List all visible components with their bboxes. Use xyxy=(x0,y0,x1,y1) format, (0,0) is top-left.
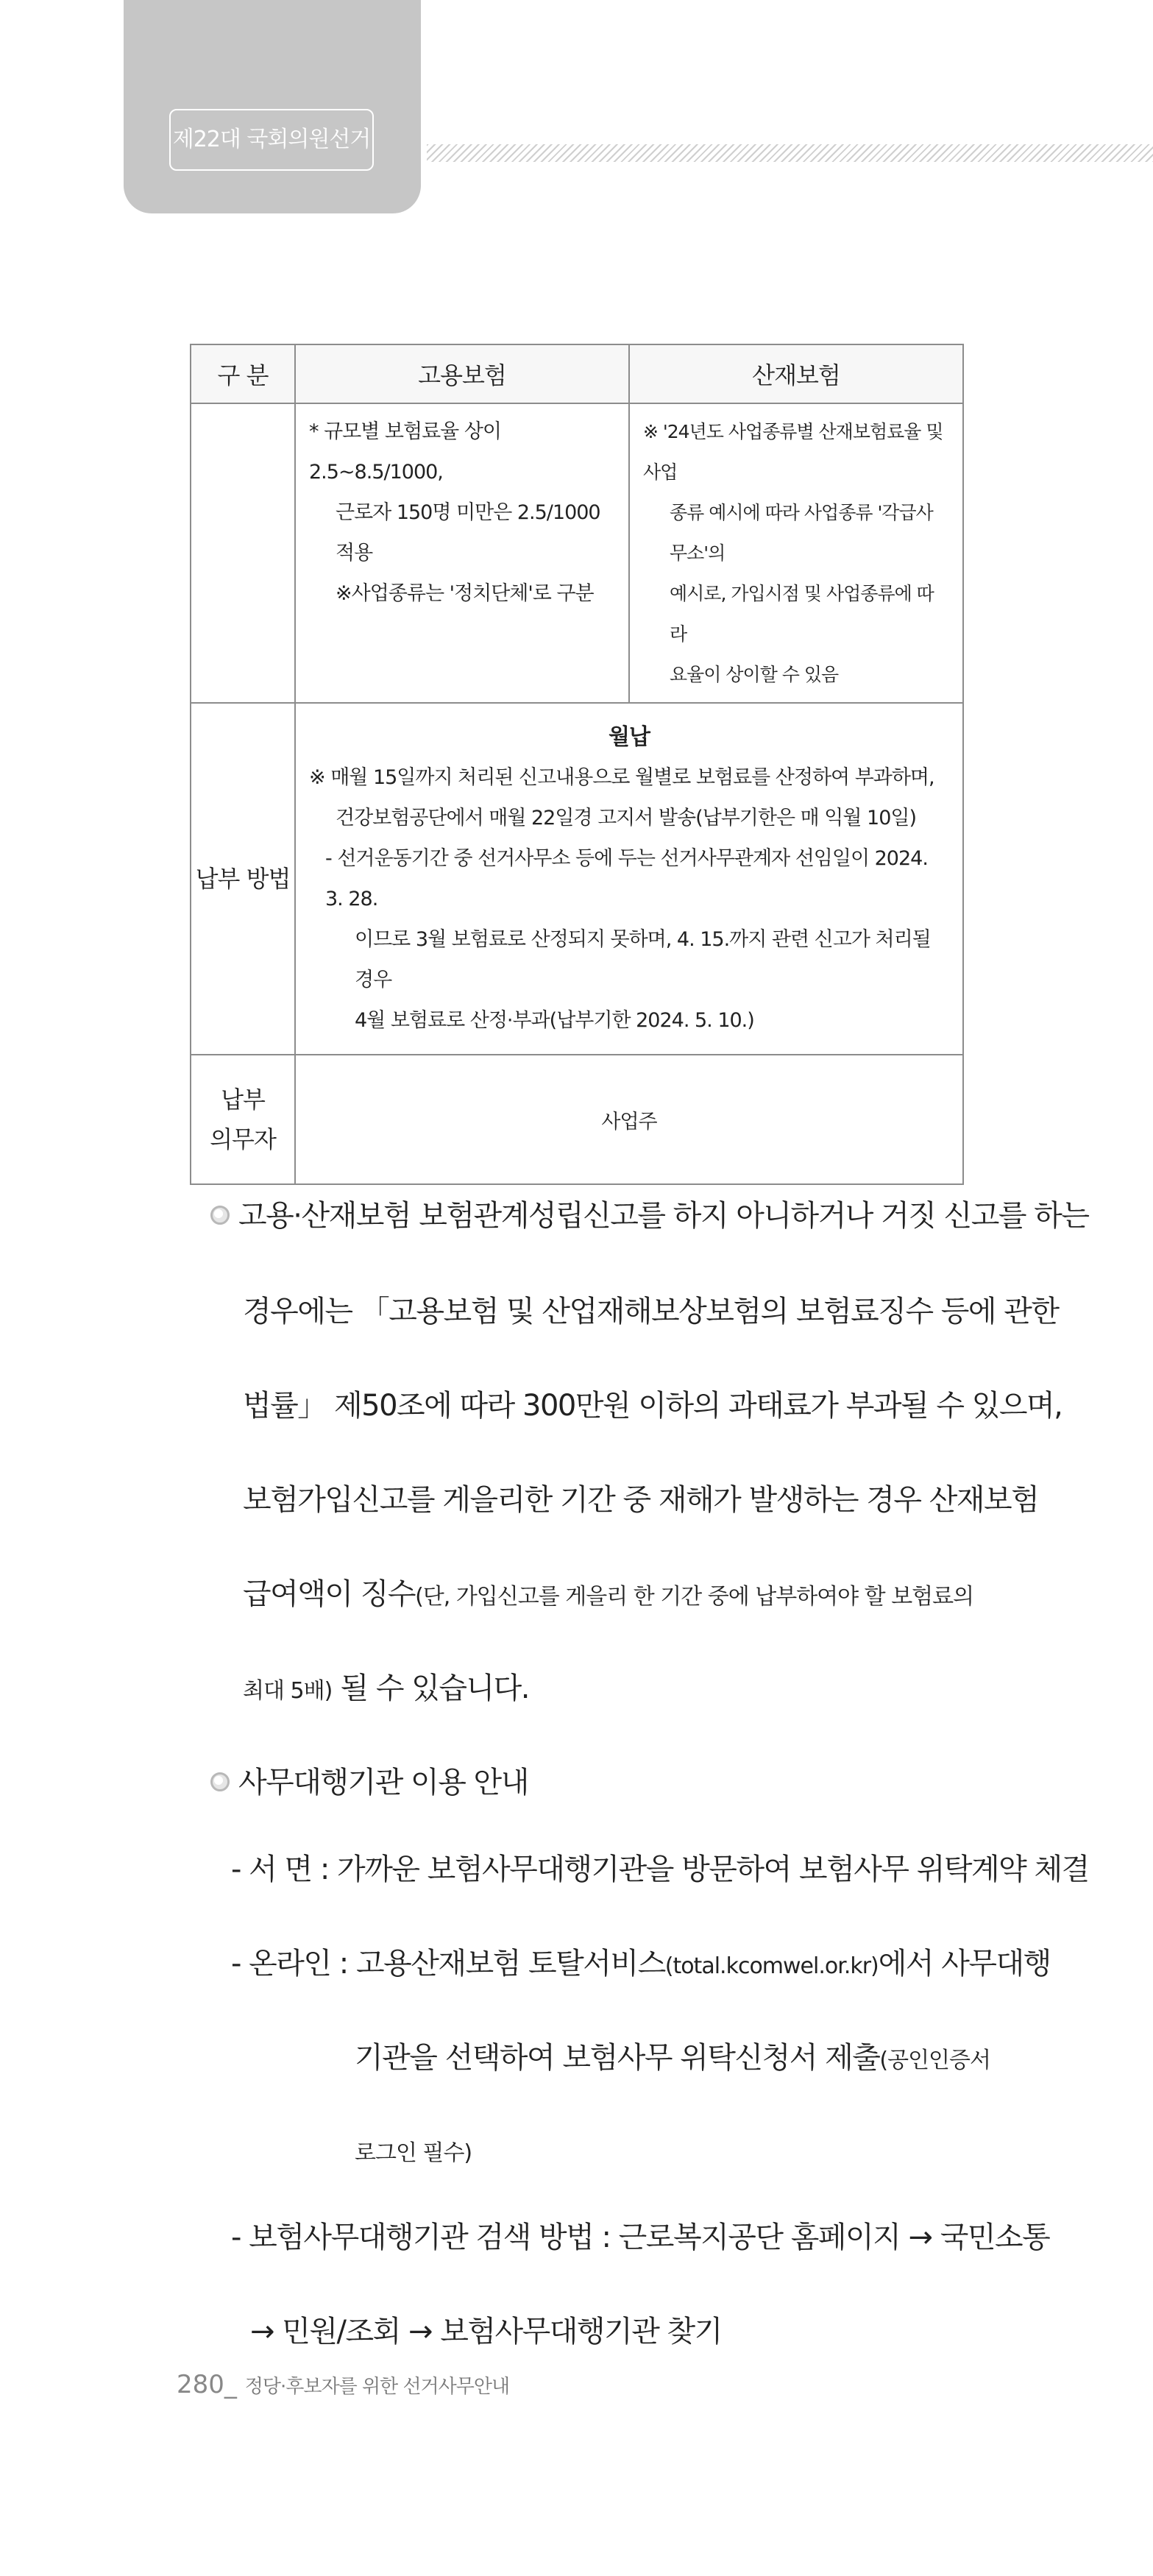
table-row-rate xyxy=(191,403,963,703)
payment-line: ※ 매월 15일까지 처리된 신고내용으로 월별로 보험료를 산정하여 부과하며, xyxy=(309,766,934,789)
para2-item-search-cont: → 민원/조회 → 보험사무대행기관 찾기 xyxy=(250,2315,722,2349)
page-footer xyxy=(177,2370,509,2399)
para1-line: 법률」 제50조에 따라 300만원 이하의 과태료가 부과될 수 있으며, xyxy=(243,1389,1062,1423)
footer-title: 정당·후보자를 위한 선거사무안내 xyxy=(244,2376,510,2398)
payment-label-cell xyxy=(191,703,295,1055)
industrial-rate-line: 종류 예시에 따라 사업종류 '각급사무소'의 xyxy=(670,502,933,564)
industrial-rate-cell xyxy=(629,403,963,703)
para1-line: 급여액이 징수(단, 가입신고를 게을리 한 기간 중에 납부하여야 할 보험료의 xyxy=(243,1577,974,1611)
para2-item-online: - 온라인 : 고용산재보험 토탈서비스(total.kcomwel.or.kr)에서 사무대행 xyxy=(231,1947,1051,1981)
payment-line: - 선거운동기간 중 선거사무소 등에 두는 선거사무관계자 선임일이 2024. 3. 28. xyxy=(325,847,928,910)
page-number: 280_ xyxy=(177,2370,237,2399)
employment-rate-cell xyxy=(295,403,629,703)
para2-item-online-cont: 로그인 필수) xyxy=(355,2140,472,2166)
table-row-obligor xyxy=(191,1055,963,1184)
para1-line: 보험가입신고를 게을리한 기간 중 재해가 발생하는 경우 산재보험 xyxy=(243,1483,1039,1517)
industrial-rate-line: 요율이 상이할 수 있음 xyxy=(670,664,839,685)
obligor-label-cell xyxy=(191,1055,295,1184)
industrial-rate-line: 예시로, 가입시점 및 사업종류에 따라 xyxy=(670,583,934,645)
para1-line: 경우에는 「고용보험 및 산업재해보상보험의 보험료징수 등에 관한 xyxy=(243,1295,1059,1328)
header-industrial-insurance: 산재보험 xyxy=(629,344,963,403)
table-header-row xyxy=(191,344,963,403)
header-tab xyxy=(124,0,421,213)
payment-line: 건강보험공단에서 매월 22일경 고지서 발송(납부기한은 매 익월 10일) xyxy=(336,807,916,829)
para1-line: 최대 5배) 될 수 있습니다. xyxy=(243,1671,529,1705)
employment-rate-line: 근로자 150명 미만은 2.5/1000 적용 xyxy=(336,501,600,565)
para2-item-online-cont: 기관을 선택하여 보험사무 위탁신청서 제출(공인인증서 xyxy=(355,2041,990,2075)
circle-bullet-icon xyxy=(210,1206,230,1225)
insurance-table xyxy=(190,344,964,1185)
section-label: 제22대 국회의원선거 xyxy=(169,109,374,171)
employment-rate-line: ※사업종류는 '정치단체'로 구분 xyxy=(336,582,594,605)
payment-line: 이므로 3월 보험료로 산정되지 못하며, 4. 15.까지 관련 신고가 처리될 경우 xyxy=(355,928,931,991)
circle-bullet-icon xyxy=(210,1772,230,1791)
para2-heading: 사무대행기관 이용 안내 xyxy=(210,1759,528,1801)
payment-title: 월납 xyxy=(609,724,650,750)
industrial-rate-line: ※ '24년도 사업종류별 산재보험료율 및 사업 xyxy=(643,421,943,483)
rate-label-cell xyxy=(191,403,295,703)
obligor-value: 사업주 xyxy=(601,1110,657,1133)
obligor-value-cell xyxy=(295,1055,963,1184)
obligor-label: 납부 xyxy=(221,1086,265,1114)
para2-item-paper: - 서 면 : 가까운 보험사무대행기관을 방문하여 보험사무 위탁계약 체결 xyxy=(231,1853,1089,1886)
header-hatch-divider xyxy=(427,144,1153,162)
payment-label: 납부 방법 xyxy=(195,865,291,893)
payment-content-cell xyxy=(295,703,963,1055)
table-row-payment xyxy=(191,703,963,1055)
header-category: 구 분 xyxy=(191,344,295,403)
obligor-label: 의무자 xyxy=(210,1125,276,1153)
para2-item-search: - 보험사무대행기관 검색 방법 : 근로복지공단 홈페이지 → 국민소통 xyxy=(231,2221,1050,2254)
payment-line: 4월 보험료로 산정·부과(납부기한 2024. 5. 10.) xyxy=(355,1009,754,1032)
employment-rate-line: * 규모별 보험료율 상이 2.5~8.5/1000, xyxy=(309,420,501,484)
header-employment-insurance: 고용보험 xyxy=(295,344,629,403)
para1-line: 고용·산재보험 보험관계성립신고를 하지 아니하거나 거짓 신고를 하는 xyxy=(210,1192,1089,1234)
